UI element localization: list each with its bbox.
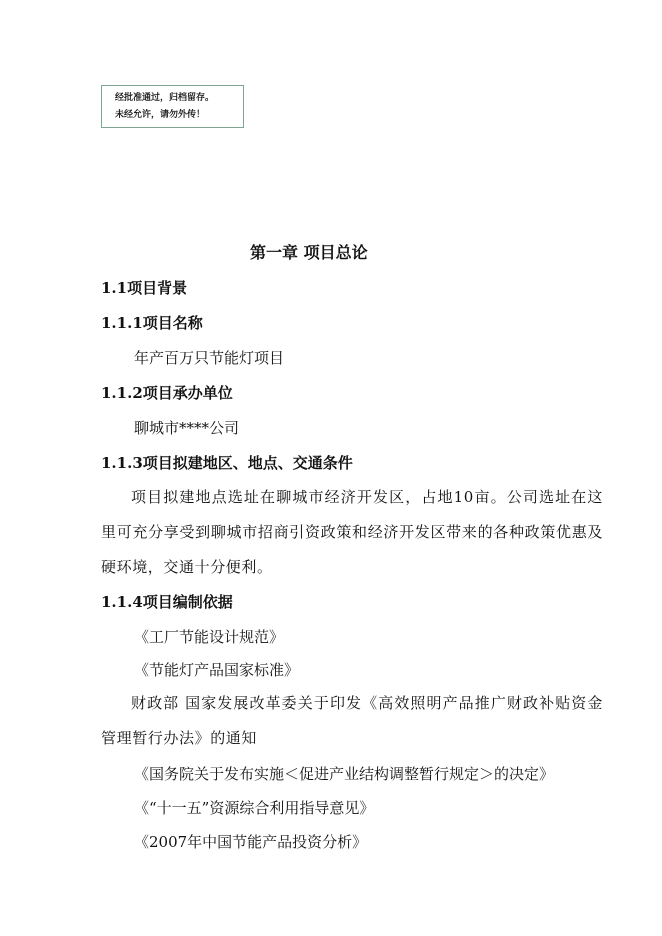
basis-item-6: 《2007年中国节能产品投资分析》: [134, 833, 368, 851]
section-heading-1-1: 1.1项目背景: [101, 279, 188, 297]
basis-item-4: 《国务院关于发布实施＜促进产业结构调整暂行规定＞的决定》: [134, 765, 555, 783]
basis-item-2: 《节能灯产品国家标准》: [134, 661, 300, 679]
basis-item-5: 《“十一五”资源综合利用指导意见》: [134, 799, 375, 817]
section-heading-1-1-4: 1.1.4项目编制依据: [101, 593, 233, 611]
section-heading-1-1-1: 1.1.1项目名称: [101, 314, 203, 332]
approval-stamp: [101, 85, 244, 128]
project-unit-text: 聊城市****公司: [134, 419, 240, 437]
basis-item-1: 《工厂节能设计规范》: [134, 628, 285, 646]
section-heading-1-1-2: 1.1.2项目承办单位: [101, 384, 233, 402]
basis-item-3: 财政部 国家发展改革委关于印发《高效照明产品推广财政补贴资金管理暂行办法》的通知: [101, 694, 603, 747]
site-paragraph: 项目拟建地点选址在聊城市经济开发区，占地10亩。公司选址在这里可充分享受到聊城市招商引资政策和经济开发区带来的各种政策优惠及硬环境，交通十分便利。: [101, 488, 603, 576]
section-heading-1-1-3: 1.1.3项目拟建地区、地点、交通条件: [101, 454, 353, 472]
stamp-line-1: 经批准通过，归档留存。: [115, 93, 215, 103]
project-name-text: 年产百万只节能灯项目: [134, 349, 285, 367]
stamp-line-2: 未经允许，请勿外传！: [115, 110, 206, 120]
chapter-title: 第一章 项目总论: [250, 243, 368, 262]
